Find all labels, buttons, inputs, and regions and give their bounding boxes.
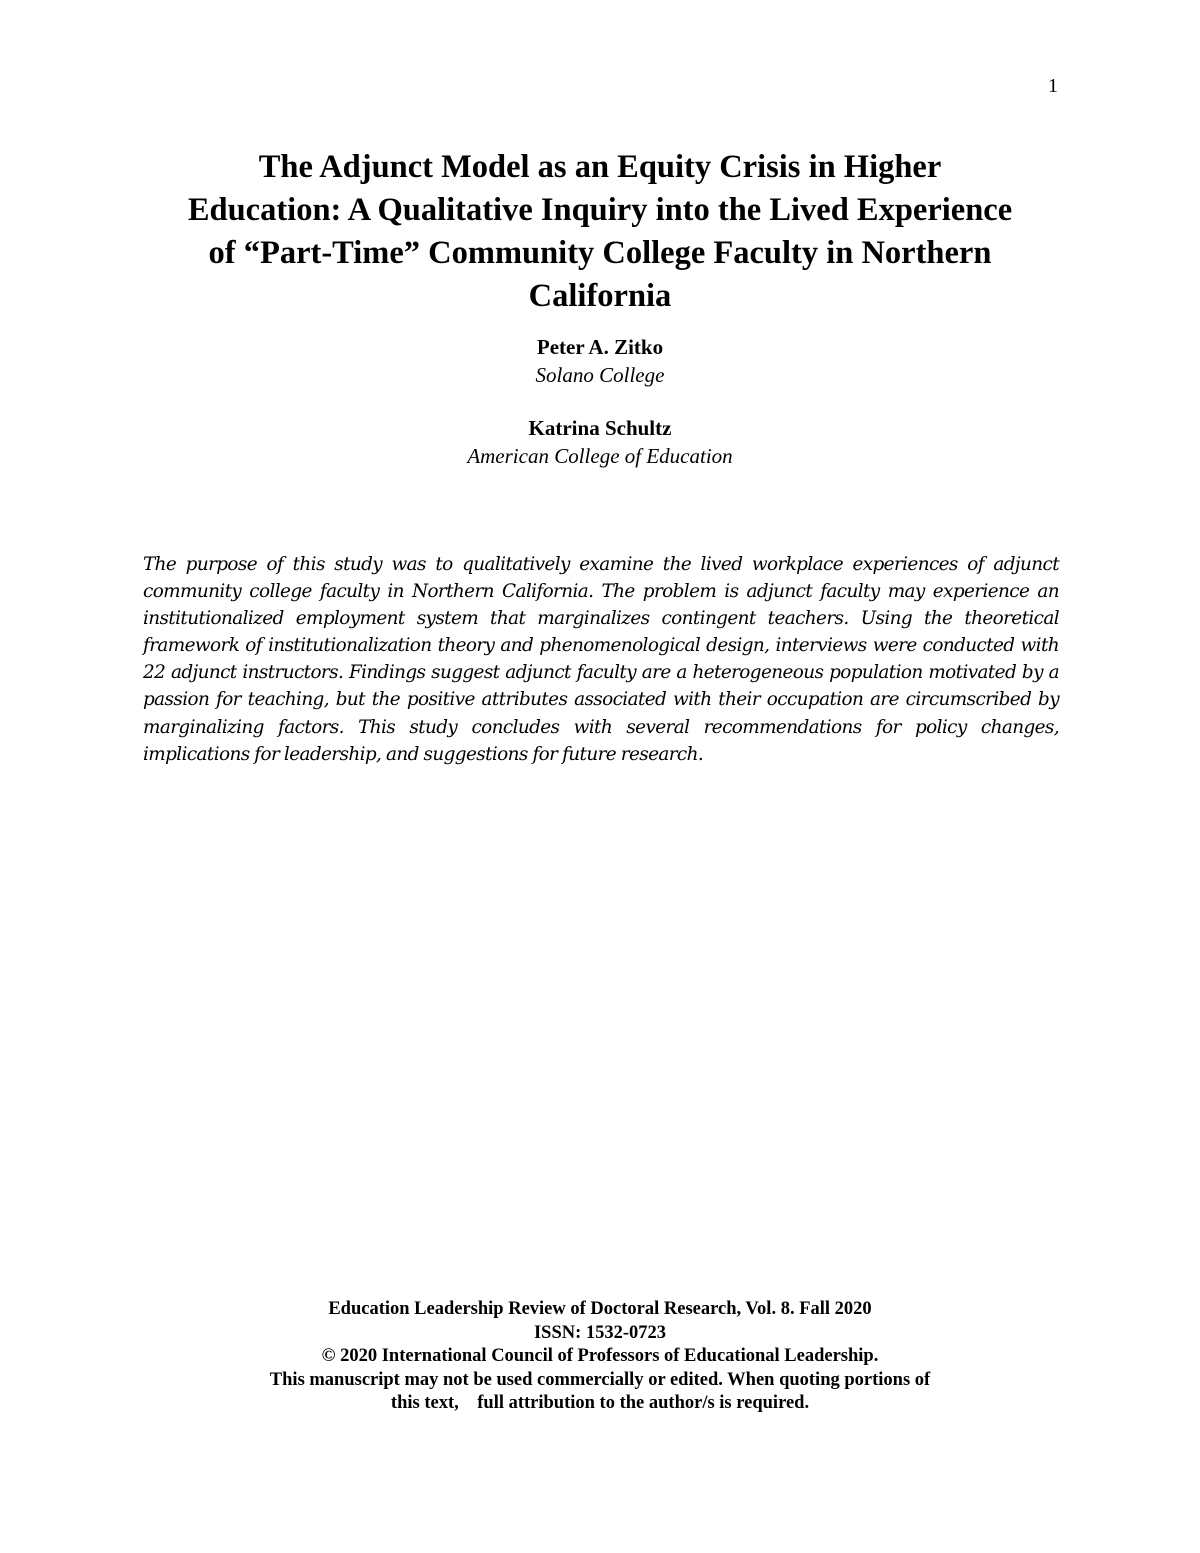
paper-title <box>140 146 1060 318</box>
author-affiliation: American College of Education <box>467 444 733 468</box>
journal-citation: Education Leadership Review of Doctoral Research, Vol. 8. Fall 2020 <box>328 1299 872 1319</box>
author-block-1 <box>140 333 1060 389</box>
usage-notice-line: This manuscript may not be used commercially or edited. When quoting portions of <box>269 1369 931 1390</box>
author-name: Peter A. Zitko <box>536 335 664 359</box>
author-block-2 <box>140 414 1060 470</box>
usage-notice-line: this text, full attribution to the author/s is required. <box>390 1393 810 1413</box>
title-line: of “Part-Time” Community College Faculty in Northern <box>208 235 992 271</box>
title-line: Education: A Qualitative Inquiry into the Lived Experience <box>187 192 1013 228</box>
issn: ISSN: 1532-0723 <box>533 1322 667 1343</box>
title-line: California <box>528 278 672 314</box>
copyright-notice: © 2020 International Council of Professors of Educational Leadership. <box>321 1346 879 1366</box>
author-name: Katrina Schultz <box>528 416 672 440</box>
journal-footer <box>140 1298 1060 1416</box>
author-affiliation: Solano College <box>535 363 665 387</box>
abstract: The purpose of this study was to qualitatively examine the lived workplace experiences of adjunct community college faculty in Northern California. The problem is adjunct faculty may experience an institutionalized employment system that marginalizes contingent teachers. Using the theoretical framework of institutionalization theory and phenomenological design, interviews were conducted with 22 adjunct instructors. Findings suggest adjunct faculty are a heterogeneous population motivated by a passion for teaching, but the positive attributes associated with their occupation are circumscribed by marginalizing factors. This study concludes with several recommendations for policy changes, implications for leadership, and suggestions for future research. <box>143 554 1059 765</box>
page-number: 1 <box>1048 75 1058 97</box>
title-line: The Adjunct Model as an Equity Crisis in Higher <box>258 149 942 185</box>
